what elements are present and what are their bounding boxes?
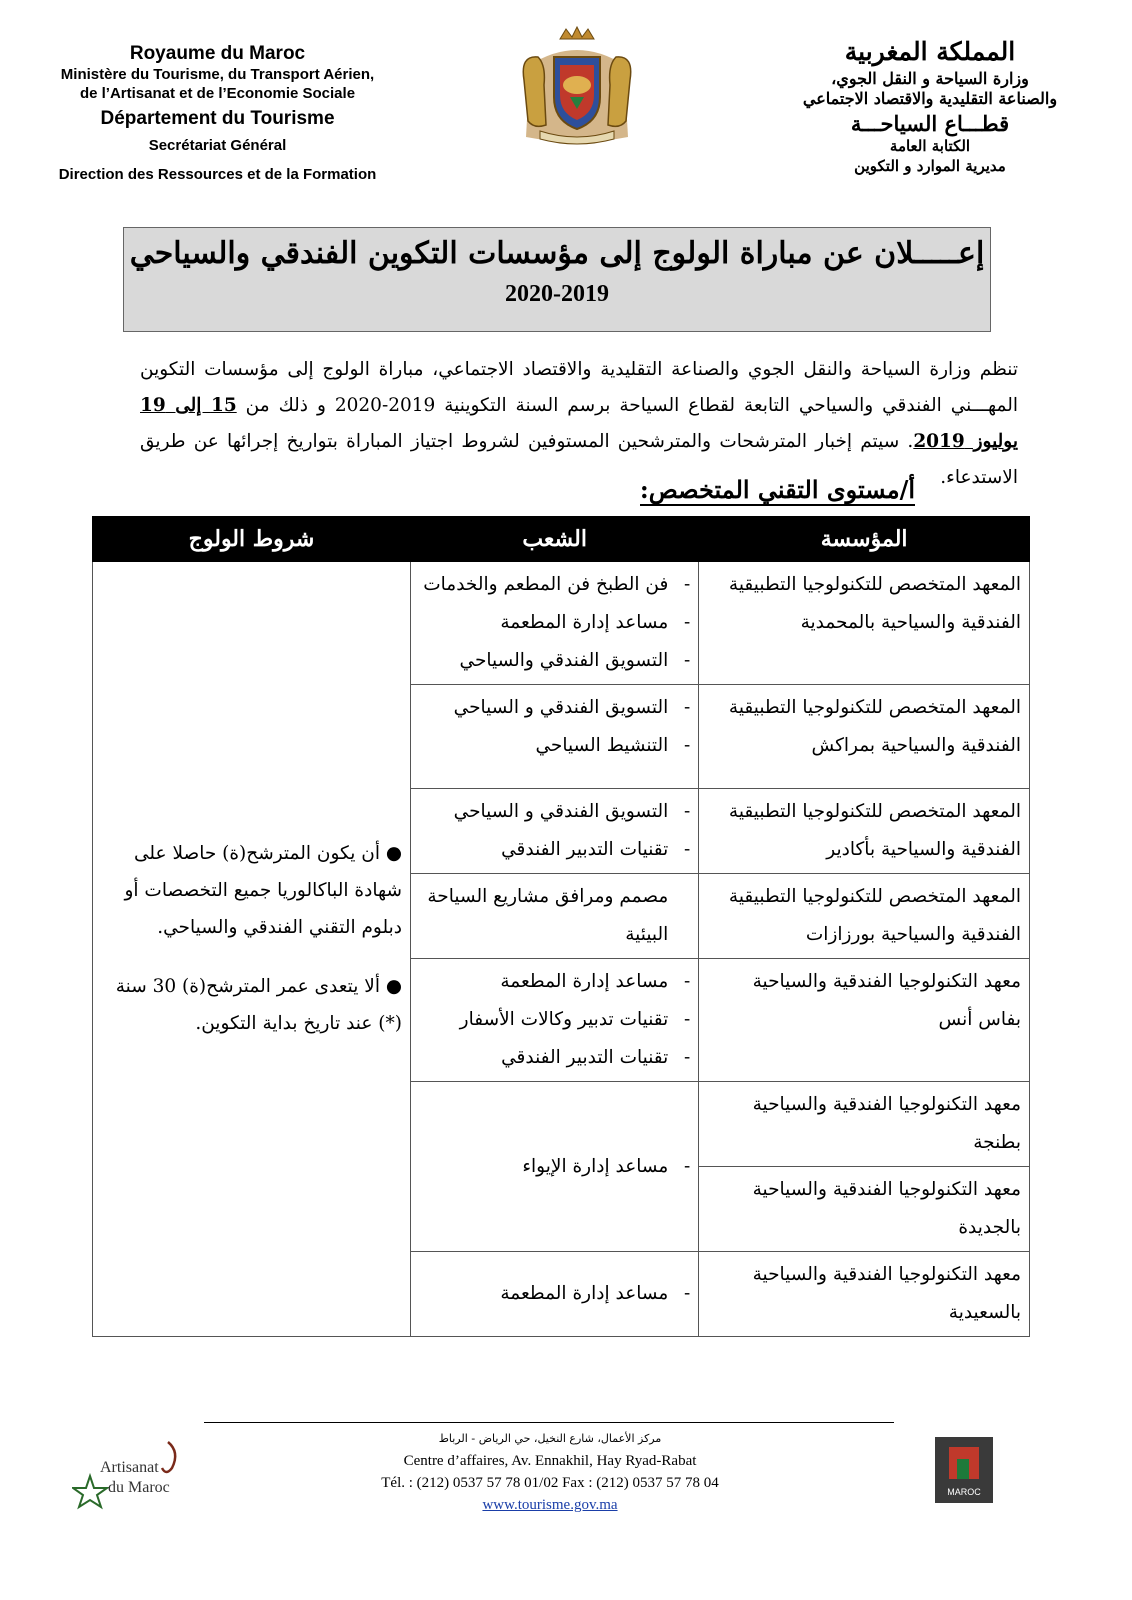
header-french [30,42,405,185]
header-arabic [770,36,1090,176]
table-row-branches [411,1252,699,1337]
ministry-name-ar: وزارة السياحة و النقل الجوي، [831,68,1029,88]
table-row-institution: المعهد المتخصص للتكنولوجيا التطبيقية الفندقية والسياحية بمراكش [699,685,1030,789]
contest-dates: 15 إلى 19 يوليوز 2019 [140,395,1019,452]
artisanat-logo-icon [72,1432,192,1512]
entry-conditions [93,562,411,1337]
kingdom-name-ar: المملكة المغربية [844,37,1016,66]
table-row-institution: المعهد المتخصص للتكنولوجيا التطبيقية الفندقية والسياحية بورزازات [699,874,1030,959]
table-row-branches [411,789,699,874]
table-row-branches [411,562,699,685]
svg-text:Artisanat: Artisanat [100,1459,159,1476]
branch-item: - التنشيط السياحي [419,727,690,765]
table-row-institution: معهد التكنولوجيا الفندقية والسياحية بالجديدة [699,1167,1030,1252]
department-ar: قطـــاع السياحـــة [850,111,1010,137]
branch-item: - التسويق الفندقي و السياحي [419,689,690,727]
section-heading: أ/مستوى التقني المتخصص: [639,475,915,504]
branch-item: - مساعد إدارة المطعمة [419,963,690,1001]
address-fr: Centre d’affaires, Av. Ennakhil, Hay Ryad-Rabat [403,1453,697,1469]
footer-address [300,1428,800,1516]
branch-item: - تقنيات تدبير وكالات الأسفار [419,1001,690,1039]
kingdom-name-fr: Royaume du Maroc [129,43,306,64]
header-institution: المؤسسة [699,517,1030,562]
branch-item: - مساعد إدارة المطعمة [419,604,690,642]
intro-text-2: . سيتم إخبار المترشحات والمترشحين المستوفين لشروط اجتياز المباراة بتواريخ إجرائها عن طريق الاستدعاء. [140,431,1018,488]
secretariat-ar: الكتابة العامة [889,137,971,156]
condition-item: ● أن يكون المترشح(ة) حاصلا على شهادة الباكالوريا جميع التخصصات أو دبلوم التقني الفندقي والسياحي. [124,842,402,938]
table-row-branches [411,685,699,789]
intro-text-1: تنظم وزارة السياحة والنقل الجوي والصناعة التقليدية والاقتصاد الاجتماعي، مباراة الولوج إلى مؤسسات التكوين المهـــني الفندقي والسياحي التابعة لقطاع السياحة برسم السنة التكوينية 2019-2020 و ذلك من [140,359,1019,416]
branch-item: مصمم ومرافق مشاريع السياحة البيئية [427,886,669,945]
phone-fax: Tél. : (212) 0537 57 78 01/02 Fax : (212) 0537 57 78 04 [381,1475,719,1491]
table-row-institution: المعهد المتخصص للتكنولوجيا التطبيقية الفندقية والسياحية بالمحمدية [699,562,1030,685]
announcement-title-box [123,227,991,332]
coat-of-arms-icon [510,25,644,147]
table-row-institution: معهد التكنولوجيا الفندقية والسياحية بطنجة [699,1082,1030,1167]
branch-item: - مساعد إدارة المطعمة [419,1275,690,1313]
table-row-branches [411,1082,699,1252]
page-title: إعـــــلان عن مباراة الولوج إلى مؤسسات التكوين الفندقي والسياحي [129,236,985,271]
ministry-name-fr-2: de l’Artisanat et de l’Economie Sociale [79,84,356,102]
branch-item: - تقنيات التدبير الفندقي [419,831,690,869]
table-row-institution: معهد التكنولوجيا الفندقية والسياحية بفاس أنس [699,959,1030,1082]
svg-text:MAROC: MAROC [947,1487,981,1497]
institutions-table [92,516,1030,1323]
table-row-branches [411,874,699,959]
ministry-name-fr: Ministère du Tourisme, du Transport Aérien, [60,65,375,83]
header-branches: الشعب [411,517,699,562]
table-row-branches [411,959,699,1082]
direction-ar: مديرية الموارد و التكوين [854,156,1006,175]
address-ar: مركز الأعمال، شارع النخيل، حي الرياض - الرباط [438,1432,662,1445]
branch-item: - مساعد إدارة الإيواء [419,1148,690,1186]
branch-item: - التسويق الفندقي و السياحي [419,793,690,831]
title-year: 2020-2019 [505,281,609,307]
branch-item: - تقنيات التدبير الفندقي [419,1039,690,1077]
branch-item: - التسويق الفندقي والسياحي [419,642,690,680]
table-row-institution: المعهد المتخصص للتكنولوجيا التطبيقية الفندقية والسياحية بأكادير [699,789,1030,874]
header-conditions: شروط الولوج [93,517,411,562]
branch-item: - فن الطبخ فن المطعم والخدمات [419,566,690,604]
table-row-institution: معهد التكنولوجيا الفندقية والسياحية بالسعيدية [699,1252,1030,1337]
direction-fr: Direction des Ressources et de la Formation [58,165,377,183]
ministry-name-ar-2: والصناعة التقليدية والاقتصاد الاجتماعي [802,89,1058,109]
svg-text:du Maroc: du Maroc [108,1479,170,1496]
condition-item: ● ألا يتعدى عمر المترشح(ة) 30 سنة (*) عند تاريخ بداية التكوين. [115,975,402,1034]
department-fr: Département du Tourisme [100,108,335,130]
website-link[interactable]: www.tourisme.gov.ma [482,1497,618,1513]
secretariat-fr: Secrétariat Général [148,137,287,154]
footer-divider [204,1422,894,1423]
maroc-tourism-logo-icon [935,1437,993,1503]
